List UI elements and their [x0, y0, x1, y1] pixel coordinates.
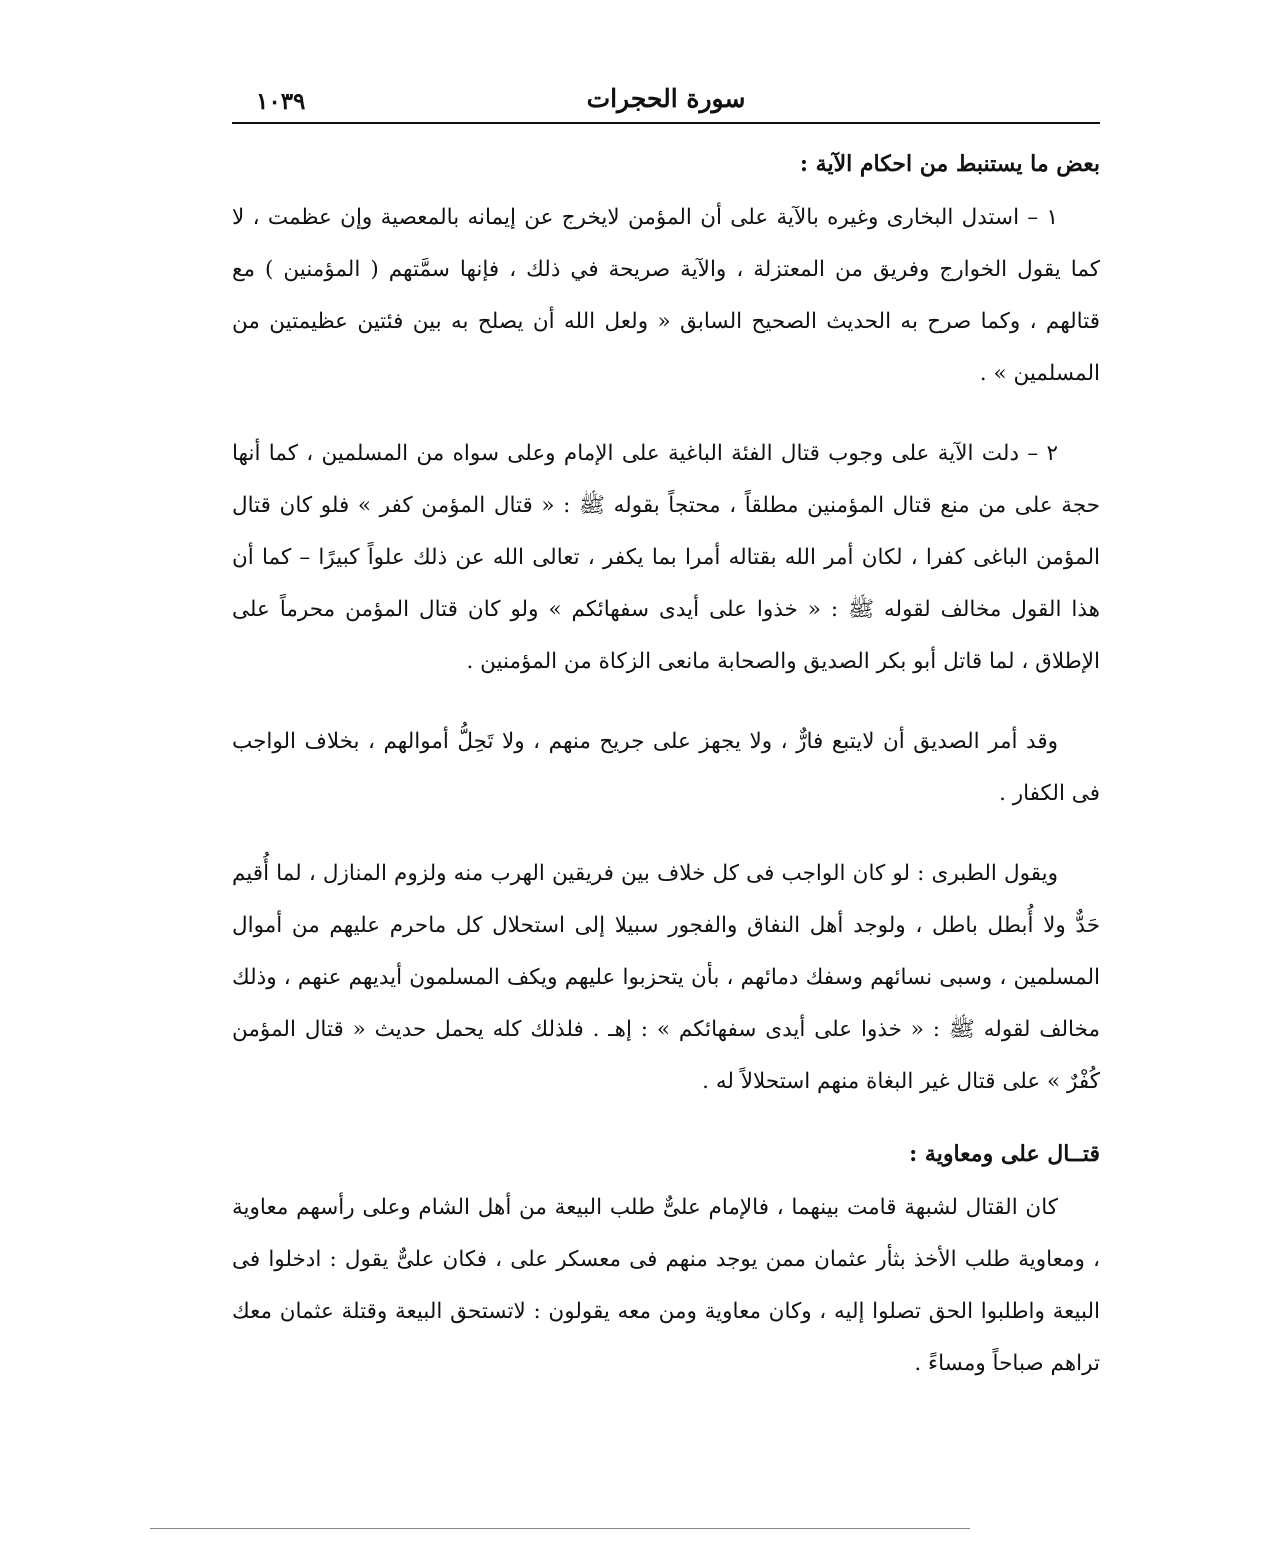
paragraph-3: وقد أمر الصديق أن لايتبع فارٌّ ، ولا يجهز على جريح منهم ، ولا تَحِلُّ أموالهم ، بخلاف الواجب فى الكفار . — [232, 729, 1100, 806]
war-heading: قتــال على ومعاوية : — [909, 1141, 1100, 1167]
scan-bottom-line — [150, 1528, 970, 1529]
paragraph-1: ١ – استدل البخارى وغيره بالآية على أن المؤمن لايخرج عن إيمانه بالمعصية وإن عظمت ، لا كما يقول الخوارج وفريق من المعتزلة ، والآية صريحة في ذلك ، فإنها سمَّتهم ( المؤمنين ) مع قتالهم ، وكما صرح به الحديث الصحيح السابق « ولعل الله أن يصلح به بين فئتين عظيمتين من المسلمين » . — [232, 205, 1100, 386]
rulings-heading: بعض ما يستنبط من احكام الآية : — [799, 151, 1100, 177]
paragraph-4: ويقول الطبرى : لو كان الواجب فى كل خلاف بين فريقين الهرب منه ولزوم المنازل ، لما أُقيم حَدٌّ ولا أُبطل باطل ، ولوجد أهل النفاق والفجور سبيلا إلى استحلال كل ماحرم عليهم من أموال المسلمين ، وسبى نسائهم وسفك دمائهم ، بأن يتحزبوا عليهم ويكف المسلمون أيديهم عنهم ، وذلك مخالف لقوله ﷺ : « خذوا على أيدى سفهائكم » : إهـ . فلذلك كله يحمل حديث « قتال المؤمن كُفْرٌ » على قتال غير البغاة منهم استحلالاً له . — [232, 861, 1100, 1094]
running-header — [232, 78, 1100, 124]
page-title: سورة الحجرات — [586, 84, 746, 113]
paragraph-5: كان القتال لشبهة قامت بينهما ، فالإمام علىٌّ طلب البيعة من أهل الشام وعلى رأسهم معاوية ، ومعاوية طلب الأخذ بثأر عثمان ممن يوجد منهم فى معسكر على ، فكان علىٌّ يقول : ادخلوا فى البيعة واطلبوا الحق تصلوا إليه ، وكان معاوية ومن معه يقولون : لاتستحق البيعة وقتلة عثمان معك تراهم صباحاً ومساءً . — [232, 1195, 1100, 1376]
book-page — [232, 78, 1100, 1390]
page-number: ١٠٣٩ — [256, 88, 306, 115]
paragraph-2: ٢ – دلت الآية على وجوب قتال الفئة الباغية على الإمام وعلى سواه من المسلمين ، كما أنها حجة على من منع قتال المؤمنين مطلقاً ، محتجاً بقوله ﷺ : « قتال المؤمن كفر » فلو كان قتال المؤمن الباغى كفرا ، لكان أمر الله بقتاله أمرا بما يكفر ، تعالى الله عن ذلك علواً كبيرًا – كما أن هذا القول مخالف لقوله ﷺ : « خذوا على أيدى سفهائكم » ولو كان قتال المؤمن محرماً على الإطلاق ، لما قاتل أبو بكر الصديق والصحابة مانعى الزكاة من المؤمنين . — [232, 441, 1100, 674]
